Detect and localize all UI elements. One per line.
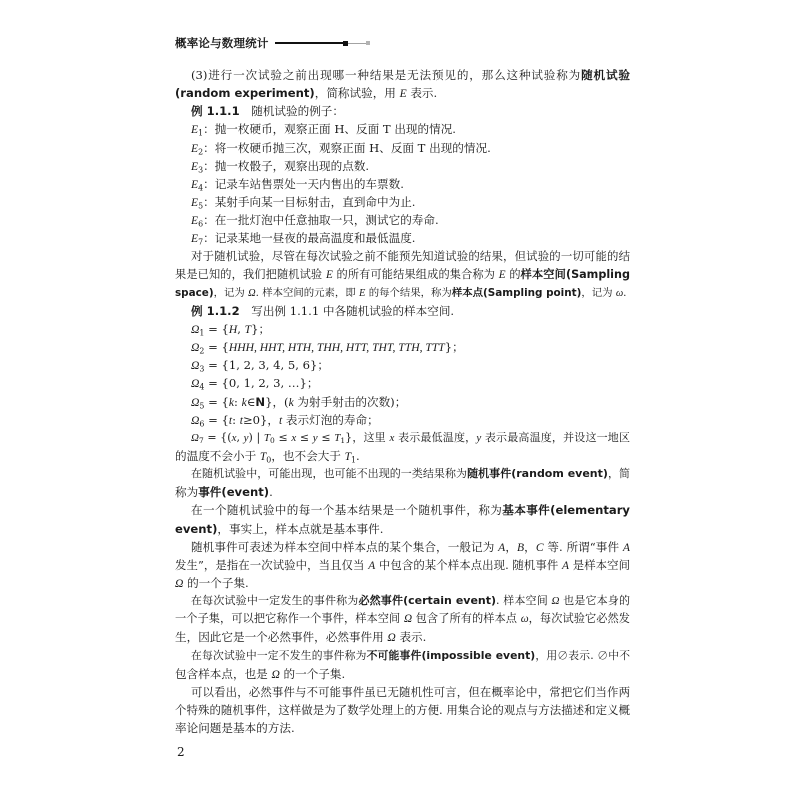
text-span: 的一个子集. <box>183 575 249 590</box>
paragraph <box>175 356 630 374</box>
text-span: . <box>623 286 627 299</box>
subscript: 1 <box>199 328 205 338</box>
text-span: . <box>269 485 273 500</box>
header-rule-black <box>275 42 343 44</box>
math-symbol: E <box>191 123 199 137</box>
text-line <box>175 338 630 356</box>
paragraph <box>175 66 630 102</box>
text-span: 随机试验的例子： <box>239 104 344 119</box>
text-span: ：抛一枚硬币，观察正面 H、反面 T 出现的情况. <box>203 122 456 137</box>
math-symbol: E <box>191 141 199 155</box>
subscript: 1 <box>340 436 346 446</box>
text-span: 果是已知的，我们把随机试验 <box>175 267 326 281</box>
math-symbol: Ω <box>271 667 280 681</box>
math-symbol: T <box>334 431 341 444</box>
math-symbol: Ω <box>191 377 200 391</box>
text-span: . <box>356 448 360 463</box>
text-span: 表示. <box>395 630 427 645</box>
text-span: = {( <box>203 430 232 444</box>
text-span: ：抛一枚骰子，观察出现的点数. <box>203 158 370 173</box>
text-span: 表示灯泡的寿命； <box>282 412 379 427</box>
text-span: 的温度不会小于 <box>175 448 260 463</box>
math-symbol: Ω <box>551 595 560 608</box>
text-span: = { <box>204 412 229 427</box>
text-line <box>175 719 630 737</box>
math-symbol: H <box>228 322 238 336</box>
math-symbol: E <box>191 214 199 228</box>
subscript: 5 <box>198 201 204 211</box>
math-symbol: C <box>535 540 544 554</box>
text-span: (3)进行一次试验之前出现哪一种结果是无法预见的，那么这种试验称为 <box>191 68 582 82</box>
text-span: 随机事件可表述为样本空间中样本点的某个集合，一般记为 <box>191 539 499 554</box>
text-span: }； <box>444 340 464 355</box>
text-span: . 样本空间的元素，即 <box>255 286 360 299</box>
text-span: 的每个结果，称为 <box>365 286 452 299</box>
text-span: }； <box>251 321 271 336</box>
text-span: ，简 <box>607 467 630 481</box>
math-symbol: t <box>228 413 233 427</box>
text-line <box>175 320 630 338</box>
math-symbol: Ω <box>175 576 184 590</box>
text-span: . 样本空间 <box>496 594 552 608</box>
paragraph <box>175 538 630 592</box>
text-span: 率论问题是基本的方法. <box>175 721 295 736</box>
text-span: = { <box>204 340 229 355</box>
text-line <box>175 574 630 592</box>
subscript: 2 <box>198 146 204 156</box>
text-span: ：某射手向某一目标射击，直到命中为止. <box>203 194 416 209</box>
math-symbol: Ω <box>248 287 256 299</box>
page-number: 2 <box>177 745 185 759</box>
math-symbol: T <box>244 322 252 336</box>
math-symbol: Ω <box>403 613 413 626</box>
text-span: 表示. <box>406 86 438 101</box>
text-span: : <box>234 394 242 409</box>
math-symbol: E <box>191 195 199 209</box>
paragraph <box>175 320 630 338</box>
bold-term: 例 1.1.1 <box>191 104 240 119</box>
math-symbol: A <box>622 540 630 554</box>
subscript: 4 <box>199 382 205 392</box>
text-line <box>175 211 630 229</box>
text-line <box>175 302 630 320</box>
text-span: ，记为 <box>213 286 249 299</box>
subscript: 6 <box>199 419 205 429</box>
math-symbol: Ω <box>191 431 199 444</box>
text-line <box>175 556 630 574</box>
text-span: 包含了所有的样本点 <box>412 612 521 626</box>
text-span: ，记为 <box>581 286 616 299</box>
text-span: 的 <box>505 267 521 281</box>
body-text <box>175 66 630 737</box>
math-symbol: E <box>399 87 407 101</box>
paragraph <box>175 592 630 646</box>
math-symbol: y <box>312 431 318 444</box>
paragraph <box>175 647 630 683</box>
text-span: ，也不会大于 <box>271 448 345 463</box>
text-span: 在每次试验中一定发生的事件称为 <box>191 594 359 608</box>
bold-term: 必然事件(certain event) <box>358 594 497 608</box>
math-symbol: A <box>368 559 376 572</box>
text-line <box>175 175 630 193</box>
text-span: 写出例 1.1.1 中各随机试验的样本空间. <box>239 303 455 318</box>
math-symbol: y <box>476 431 482 444</box>
text-span: 发生”，是指在一次试验中，当且仅当 <box>175 557 369 572</box>
paragraph <box>175 429 630 465</box>
math-symbol: E <box>325 268 333 281</box>
text-line <box>175 284 630 302</box>
bold-term: 基本事件(elementary <box>502 503 630 518</box>
text-span: }，( <box>265 394 289 409</box>
header-rule-gray <box>348 43 366 44</box>
text-line <box>175 247 630 265</box>
bold-term: (random experiment) <box>175 86 315 101</box>
paragraph <box>175 393 630 411</box>
math-symbol: k <box>228 395 235 409</box>
text-span: ≥0}， <box>242 412 279 427</box>
bold-term: space) <box>175 286 214 299</box>
text-span: = { <box>204 321 229 336</box>
text-line <box>175 501 630 519</box>
subscript: 3 <box>199 364 205 374</box>
math-symbol: T <box>259 449 267 463</box>
math-symbol: k <box>288 395 294 409</box>
math-symbol: k <box>241 395 247 409</box>
math-symbol: B <box>517 540 525 554</box>
paragraph <box>175 193 630 211</box>
bold-term: 事件(event) <box>198 485 270 500</box>
running-header-title: 概率论与数理统计 <box>175 36 269 50</box>
text-span: ，每次试验它必然发 <box>528 612 630 626</box>
text-span: ≤ <box>274 430 292 444</box>
text-span: ， <box>524 539 536 554</box>
subscript: 4 <box>198 183 204 193</box>
text-span: 在一个随机试验中的每一个基本结果是一个随机事件，称为 <box>191 503 503 518</box>
text-span: ) | <box>248 430 264 444</box>
paragraph <box>175 338 630 356</box>
text-line <box>175 429 630 447</box>
text-span: ∈ <box>246 394 256 409</box>
paragraph <box>175 229 630 247</box>
text-span: 的一个子集. <box>279 666 346 681</box>
text-line <box>175 393 630 411</box>
math-symbol: Ω <box>191 395 200 409</box>
subscript: 0 <box>266 455 272 465</box>
text-span: = {1, 2, 3, 4, 5, 6}； <box>204 358 329 373</box>
text-line <box>175 647 630 665</box>
text-line <box>175 592 630 610</box>
text-span: 生，因此它是一个必然事件，必然事件用 <box>175 630 388 645</box>
text-line <box>175 193 630 211</box>
math-symbol: ω <box>615 287 624 299</box>
paragraph <box>175 374 630 392</box>
paragraph <box>175 102 630 120</box>
bold-term: N <box>255 394 266 409</box>
text-line <box>175 229 630 247</box>
text-span: ，简称试验，用 <box>314 86 400 101</box>
math-symbol: Ω <box>191 413 200 427</box>
math-symbol: A <box>562 559 570 572</box>
math-symbol: E <box>498 268 506 281</box>
text-span: ， <box>505 539 517 554</box>
math-symbol: E <box>191 159 199 173</box>
subscript: 5 <box>199 400 205 410</box>
paragraph <box>175 501 630 537</box>
subscript: 3 <box>198 165 204 175</box>
subscript: 7 <box>198 436 204 446</box>
bold-term: 不可能事件(impossible event) <box>366 648 536 662</box>
paragraph <box>175 247 630 301</box>
paragraph <box>175 465 630 501</box>
text-span: ：记录车站售票处一天内售出的车票数. <box>203 176 404 191</box>
paragraph <box>175 139 630 157</box>
paragraph <box>175 411 630 429</box>
text-span: }，这里 <box>345 430 390 444</box>
subscript: 1 <box>198 128 204 138</box>
text-span: 一个子集，可以把它称作一个事件，样本空间 <box>175 612 404 626</box>
text-line <box>175 447 630 465</box>
text-span: 在每次试验中一定不发生的事件称为 <box>191 648 367 662</box>
subscript: 0 <box>270 436 275 446</box>
text-line <box>175 610 630 628</box>
text-span: : <box>232 412 240 427</box>
paragraph <box>175 683 630 737</box>
subscript: 7 <box>198 237 204 247</box>
text-span: 是样本空间 <box>569 557 630 572</box>
math-symbol: T <box>344 449 352 463</box>
text-line <box>175 628 630 646</box>
text-line <box>175 66 630 84</box>
math-symbol: x <box>389 431 395 444</box>
text-line <box>175 157 630 175</box>
paragraph <box>175 175 630 193</box>
text-span: 等. 所谓“事件 <box>543 539 623 554</box>
paragraph <box>175 302 630 320</box>
text-span: 表示最高温度，并设这一地区 <box>481 430 630 444</box>
text-line <box>175 538 630 556</box>
bold-term: 样本空间(Sampling <box>520 267 630 281</box>
text-span: ，事实上，样本点就是基本事件. <box>217 521 384 536</box>
running-header <box>175 35 370 51</box>
text-line <box>175 411 630 429</box>
text-line <box>175 84 630 102</box>
text-line <box>175 266 630 284</box>
math-symbol: x <box>291 431 297 444</box>
text-span: 中包含的某个样本点出现. 随机事件 <box>375 557 563 572</box>
text-line <box>175 665 630 683</box>
math-symbol: HHH, HHT, HTH, THH, HTT, THT, TTH, TTT <box>228 341 445 355</box>
bold-term: 样本点(Sampling point) <box>451 286 582 299</box>
text-span: 表示最低温度， <box>394 430 477 444</box>
math-symbol: E <box>191 177 199 191</box>
text-span: 在随机试验中，可能出现，也可能不出现的一类结果称为 <box>191 467 468 481</box>
math-symbol: T <box>263 431 271 444</box>
text-line <box>175 683 630 701</box>
text-span: ≤ <box>317 430 335 444</box>
bold-term: 例 1.1.2 <box>191 303 240 318</box>
text-span: 为射手射击的次数)； <box>293 394 407 409</box>
text-line <box>175 356 630 374</box>
text-span: 包含样本点，也是 <box>175 666 272 681</box>
text-span: ，用∅表示. ∅中不 <box>535 648 630 662</box>
text-span: ≤ <box>296 430 313 444</box>
text-line <box>175 520 630 538</box>
text-span: , <box>236 430 244 444</box>
text-line <box>175 139 630 157</box>
text-span: ：记录某地一昼夜的最高温度和最低温度. <box>203 231 416 246</box>
text-span: 的所有可能结果组成的集合称为 <box>332 267 499 281</box>
math-symbol: E <box>191 232 199 246</box>
text-span: ：将一枚硬币抛三次，观察正面 H、反面 T 出现的情况. <box>203 140 491 155</box>
bold-term: event) <box>175 521 218 536</box>
bold-term: 随机试验 <box>581 68 630 82</box>
text-line <box>175 483 630 501</box>
text-span: 称为 <box>175 485 199 500</box>
math-symbol: Ω <box>191 322 200 336</box>
math-symbol: Ω <box>387 631 396 645</box>
math-symbol: ω <box>520 613 529 626</box>
math-symbol: E <box>359 287 366 299</box>
subscript: 6 <box>198 219 204 229</box>
text-span: ：在一批灯泡中任意抽取一只，测试它的寿命. <box>203 213 439 228</box>
math-symbol: t <box>239 413 243 427</box>
text-span: 也是它本身的 <box>559 594 630 608</box>
paragraph <box>175 120 630 138</box>
text-span: 对于随机试验，尽管在每次试验之前不能预先知道试验的结果，但试验的一切可能的结 <box>191 249 630 264</box>
text-span: 可以看出，必然事件与不可能事件虽已无随机性可言，但在概率论中，常把它们当作两 <box>191 684 630 699</box>
math-symbol: x <box>231 431 237 444</box>
paragraph <box>175 211 630 229</box>
text-line <box>175 465 630 483</box>
text-line <box>175 374 630 392</box>
subscript: 1 <box>351 455 357 465</box>
subscript: 2 <box>199 346 205 356</box>
text-line <box>175 102 630 120</box>
text-span: , <box>237 321 245 336</box>
header-square-gray <box>366 41 370 45</box>
math-symbol: t <box>279 413 283 427</box>
math-symbol: y <box>243 431 249 444</box>
text-span: 个特殊的随机事件，这样做是为了数学处理上的方便. 用集合论的观点与方法描述和定义概 <box>175 702 630 717</box>
paragraph <box>175 157 630 175</box>
math-symbol: Ω <box>191 359 200 373</box>
text-line <box>175 120 630 138</box>
text-span: = {0, 1, 2, 3, …}； <box>204 376 319 391</box>
math-symbol: A <box>498 540 506 554</box>
bold-term: 随机事件(random event) <box>467 467 608 481</box>
text-line <box>175 701 630 719</box>
math-symbol: Ω <box>191 341 200 355</box>
text-span: = { <box>204 394 229 409</box>
